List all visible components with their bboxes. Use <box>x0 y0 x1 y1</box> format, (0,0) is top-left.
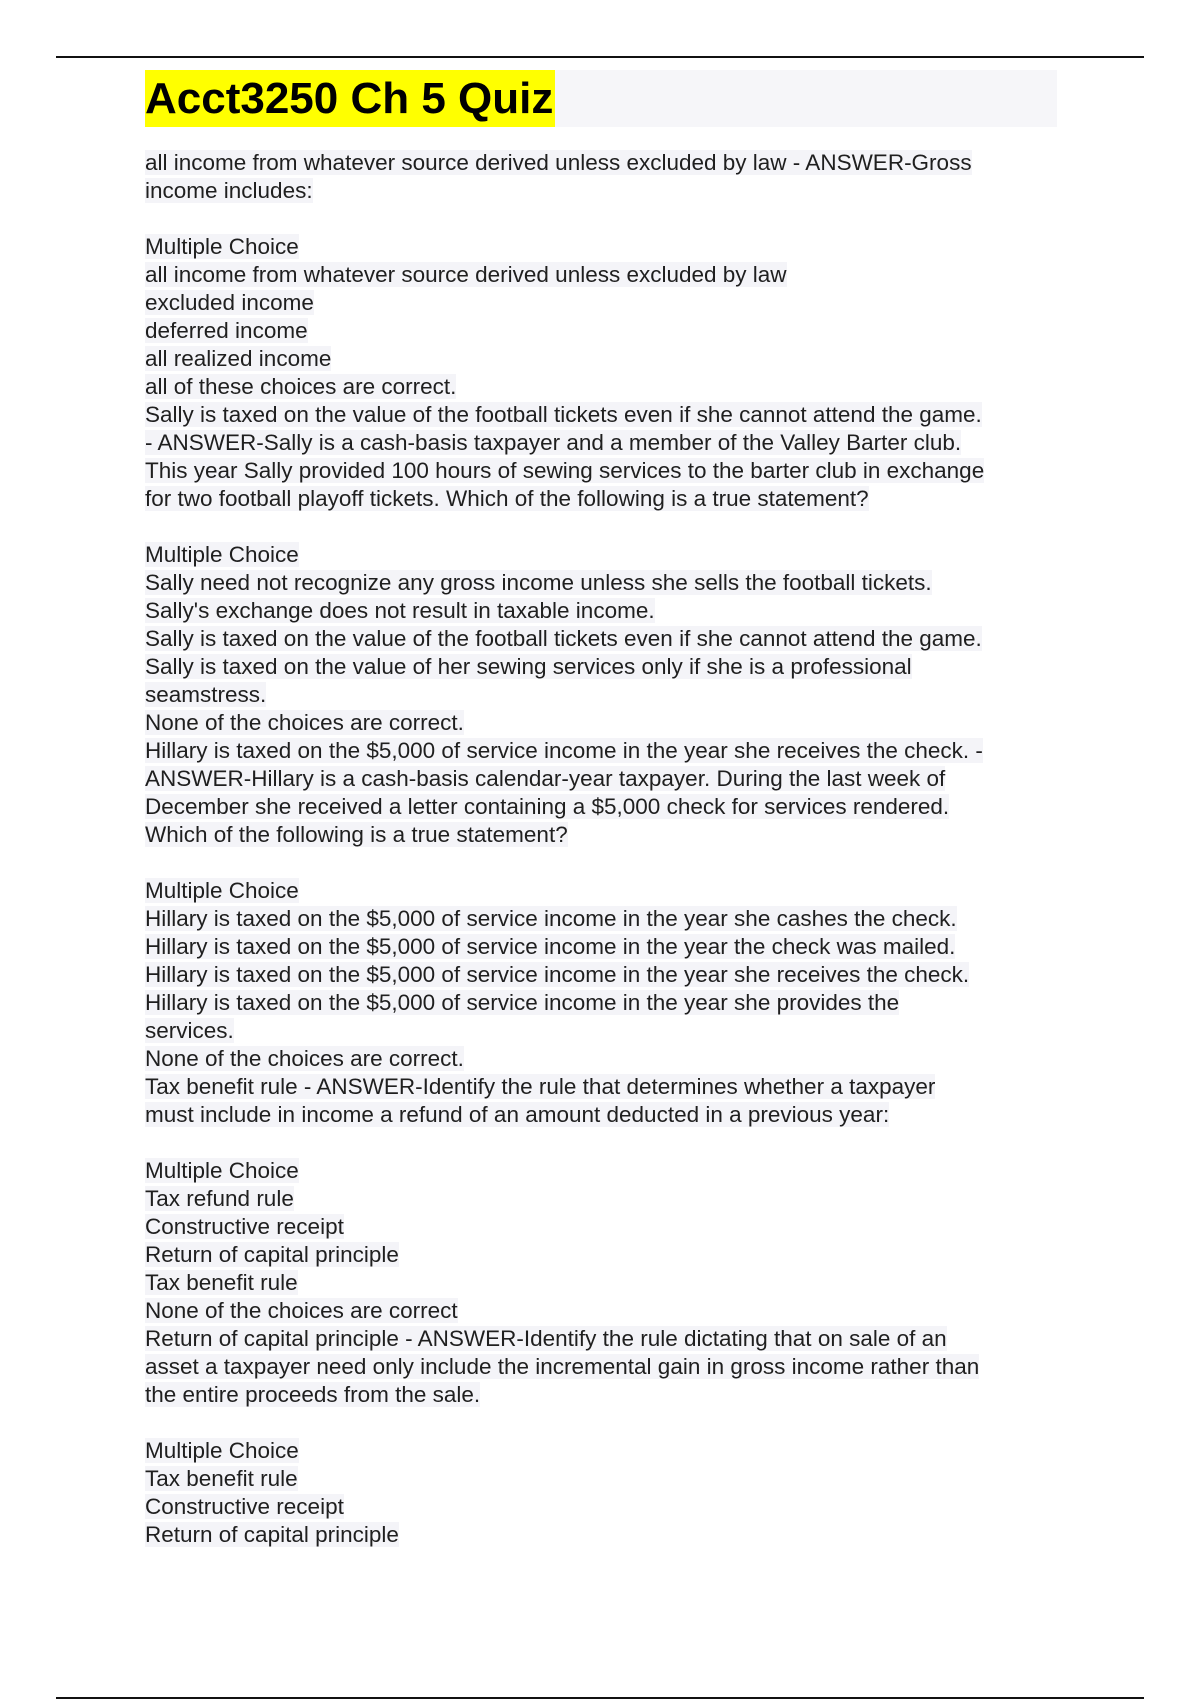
text-line <box>145 681 1057 709</box>
paragraph-gap <box>145 205 1057 233</box>
text-line-content: Hillary is taxed on the $5,000 of service income in the year she receives the check. - <box>145 738 983 763</box>
text-line <box>145 289 1057 317</box>
text-line-content: Multiple Choice <box>145 1158 299 1183</box>
text-line-content: for two football playoff tickets. Which of the following is a true statement? <box>145 486 869 511</box>
text-line-content: all realized income <box>145 346 332 371</box>
text-line-content: seamstress. <box>145 682 267 707</box>
text-line <box>145 457 1057 485</box>
text-line-content: services. <box>145 1018 234 1043</box>
text-line-content: Return of capital principle <box>145 1522 399 1547</box>
text-line-content: Return of capital principle - ANSWER-Identify the rule dictating that on sale of an <box>145 1326 947 1351</box>
text-line-content: asset a taxpayer need only include the incremental gain in gross income rather than <box>145 1354 980 1379</box>
paragraph-gap <box>145 513 1057 541</box>
text-line <box>145 793 1057 821</box>
text-line-content: - ANSWER-Sally is a cash-basis taxpayer and a member of the Valley Barter club. <box>145 430 962 455</box>
text-line <box>145 541 1057 569</box>
top-rule <box>56 56 1144 58</box>
text-line-content: Hillary is taxed on the $5,000 of service income in the year she receives the check. <box>145 962 970 987</box>
text-line <box>145 485 1057 513</box>
text-block <box>145 541 1057 849</box>
text-line-content: ANSWER-Hillary is a cash-basis calendar-year taxpayer. During the last week of <box>145 766 946 791</box>
text-block <box>145 1157 1057 1409</box>
text-line <box>145 737 1057 765</box>
text-line <box>145 373 1057 401</box>
text-line-content: None of the choices are correct <box>145 1298 458 1323</box>
text-line <box>145 1185 1057 1213</box>
text-line-content: December she received a letter containing a $5,000 check for services rendered. <box>145 794 950 819</box>
text-line <box>145 345 1057 373</box>
text-line-content: Hillary is taxed on the $5,000 of service income in the year the check was mailed. <box>145 934 956 959</box>
text-line <box>145 709 1057 737</box>
text-line <box>145 233 1057 261</box>
text-line <box>145 961 1057 989</box>
text-line <box>145 1521 1057 1549</box>
text-line-content: Multiple Choice <box>145 234 299 259</box>
text-line <box>145 261 1057 289</box>
text-line <box>145 429 1057 457</box>
text-line <box>145 1465 1057 1493</box>
text-line-content: Sally's exchange does not result in taxable income. <box>145 598 655 623</box>
text-line-content: all income from whatever source derived unless excluded by law - ANSWER-Gross <box>145 150 972 175</box>
paragraph-gap <box>145 1129 1057 1157</box>
quiz-content <box>145 149 1057 1549</box>
text-line <box>145 625 1057 653</box>
text-line-content: None of the choices are correct. <box>145 1046 464 1071</box>
text-line <box>145 1493 1057 1521</box>
text-line <box>145 933 1057 961</box>
text-line <box>145 765 1057 793</box>
text-line-content: Constructive receipt <box>145 1214 344 1239</box>
text-line <box>145 317 1057 345</box>
text-block <box>145 149 1057 205</box>
text-line-content: Sally is taxed on the value of the football tickets even if she cannot attend the game. <box>145 626 982 651</box>
text-line <box>145 597 1057 625</box>
bottom-rule <box>56 1697 1144 1699</box>
text-line-content: income includes: <box>145 178 313 203</box>
text-line <box>145 1017 1057 1045</box>
text-line-content: Hillary is taxed on the $5,000 of service income in the year she cashes the check. <box>145 906 957 931</box>
text-line <box>145 1353 1057 1381</box>
text-line-content: Multiple Choice <box>145 1438 299 1463</box>
text-line <box>145 1269 1057 1297</box>
text-line <box>145 569 1057 597</box>
text-line-content: Tax benefit rule <box>145 1466 298 1491</box>
text-line <box>145 1073 1057 1101</box>
text-line <box>145 905 1057 933</box>
text-line-content: Which of the following is a true statement? <box>145 822 568 847</box>
text-line-content: Sally is taxed on the value of the football tickets even if she cannot attend the game. <box>145 402 982 427</box>
text-line-content: excluded income <box>145 290 314 315</box>
document-body <box>145 70 1057 1549</box>
text-line <box>145 1437 1057 1465</box>
text-line-content: Multiple Choice <box>145 878 299 903</box>
text-line <box>145 1213 1057 1241</box>
text-line <box>145 401 1057 429</box>
text-line-content: Constructive receipt <box>145 1494 344 1519</box>
text-line <box>145 1241 1057 1269</box>
text-line-content: None of the choices are correct. <box>145 710 464 735</box>
text-block <box>145 877 1057 1129</box>
text-line <box>145 1045 1057 1073</box>
text-line <box>145 1101 1057 1129</box>
title-bar <box>145 70 1057 127</box>
text-line <box>145 149 1057 177</box>
paragraph-gap <box>145 1409 1057 1437</box>
text-line-content: all of these choices are correct. <box>145 374 457 399</box>
text-line-content: must include in income a refund of an amount deducted in a previous year: <box>145 1102 890 1127</box>
text-line <box>145 1381 1057 1409</box>
paragraph-gap <box>145 849 1057 877</box>
text-line <box>145 989 1057 1017</box>
text-line <box>145 877 1057 905</box>
text-line <box>145 653 1057 681</box>
text-line-content: Tax benefit rule <box>145 1270 298 1295</box>
text-line-content: Tax refund rule <box>145 1186 294 1211</box>
text-line <box>145 1297 1057 1325</box>
text-line <box>145 177 1057 205</box>
text-line-content: Return of capital principle <box>145 1242 399 1267</box>
text-block <box>145 233 1057 513</box>
text-block <box>145 1437 1057 1549</box>
text-line-content: deferred income <box>145 318 308 343</box>
text-line-content: Sally is taxed on the value of her sewing services only if she is a professional <box>145 654 912 679</box>
document-title: Acct3250 Ch 5 Quiz <box>145 70 555 127</box>
text-line-content: all income from whatever source derived unless excluded by law <box>145 262 787 287</box>
text-line-content: Tax benefit rule - ANSWER-Identify the rule that determines whether a taxpayer <box>145 1074 936 1099</box>
text-line <box>145 1157 1057 1185</box>
text-line-content: the entire proceeds from the sale. <box>145 1382 481 1407</box>
text-line-content: Hillary is taxed on the $5,000 of service income in the year she provides the <box>145 990 900 1015</box>
text-line <box>145 821 1057 849</box>
text-line <box>145 1325 1057 1353</box>
text-line-content: Sally need not recognize any gross income unless she sells the football tickets. <box>145 570 932 595</box>
text-line-content: This year Sally provided 100 hours of sewing services to the barter club in exchange <box>145 458 985 483</box>
text-line-content: Multiple Choice <box>145 542 299 567</box>
